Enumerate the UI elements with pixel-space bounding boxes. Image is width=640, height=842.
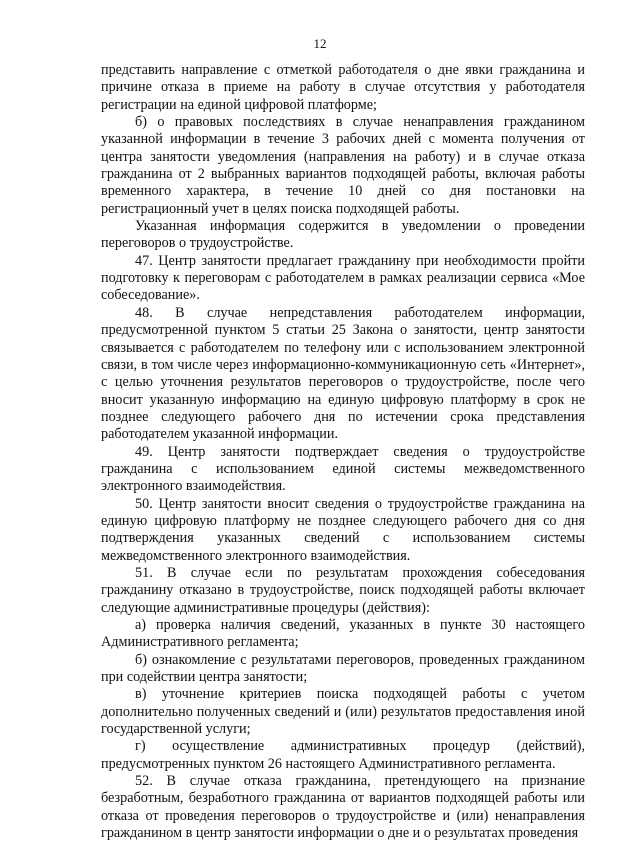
paragraph: Указанная информация содержится в уведомлении о проведении переговоров о трудоустройстве. [101,218,585,252]
paragraph: 48. В случае непредставления работодателем информации, предусмотренной пунктом 5 статьи 25 Закона о занятости, центр занятости связывается с работодателем по телефону или с использованием электронной связи, в том числе через информационно-коммуникационную сеть «Интернет», с целью уточнения результатов переговоров о трудоустройстве, после чего вносит указанную информацию на единую цифровую платформу в срок не позднее следующего рабочего дня по истечении срока представления работодателем указанной информации. [101,304,585,443]
paragraph: 49. Центр занятости подтверждает сведения о трудоустройстве гражданина с использованием единой системы межведомственного электронного взаимодействия. [101,443,585,495]
page-number: 12 [313,36,327,51]
paragraph: а) проверка наличия сведений, указанных в пункте 30 настоящего Административного регламента; [101,617,585,651]
paragraph: в) уточнение критериев поиска подходящей работы с учетом дополнительно полученных сведений и (или) результатов предоставления иной государственной услуги; [101,686,585,738]
paragraph: г) осуществление административных процедур (действий), предусмотренных пунктом 26 настоящего Административного регламента. [101,738,585,772]
paragraph: представить направление с отметкой работодателя о дне явки гражданина и причине отказа в приеме на работу в случае отсутствия у работодателя регистрации на единой цифровой платформе; [101,62,585,113]
paragraph: б) о правовых последствиях в случае ненаправления гражданином указанной информации в течение 3 рабочих дней с момента получения от центра занятости уведомления (направления на работу) и в случае отказа гражданина от 2 выбранных вариантов подходящей работы, включая работы временного характера, в течение 10 дней со дня постановки на регистрационный учет в целях поиска подходящей работы. [101,114,585,217]
document-body [101,62,585,842]
paragraph: 52. В случае отказа гражданина, претендующего на признание безработным, безработного гражданина от вариантов подходящей работы или отказа от проведения переговоров о трудоустройстве и (или) ненаправления гражданином в центр занятости информации о дне и о результатах проведения [101,773,585,842]
paragraph: б) ознакомление с результатами переговоров, проведенных гражданином при содействии центра занятости; [101,651,585,686]
paragraph: 50. Центр занятости вносит сведения о трудоустройстве гражданина на единую цифровую платформу не позднее следующего рабочего дня со дня подтверждения указанных сведений с использованием системы межведомственного электронного взаимодействия. [101,495,585,564]
paragraph: 51. В случае если по результатам прохождения собеседования гражданину отказано в трудоустройстве, поиск подходящей работы включает следующие административные процедуры (действия): [101,564,585,616]
paragraph: 47. Центр занятости предлагает гражданину при необходимости пройти подготовку к переговорам с работодателем в рамках реализации сервиса «Мое собеседование». [101,252,585,304]
